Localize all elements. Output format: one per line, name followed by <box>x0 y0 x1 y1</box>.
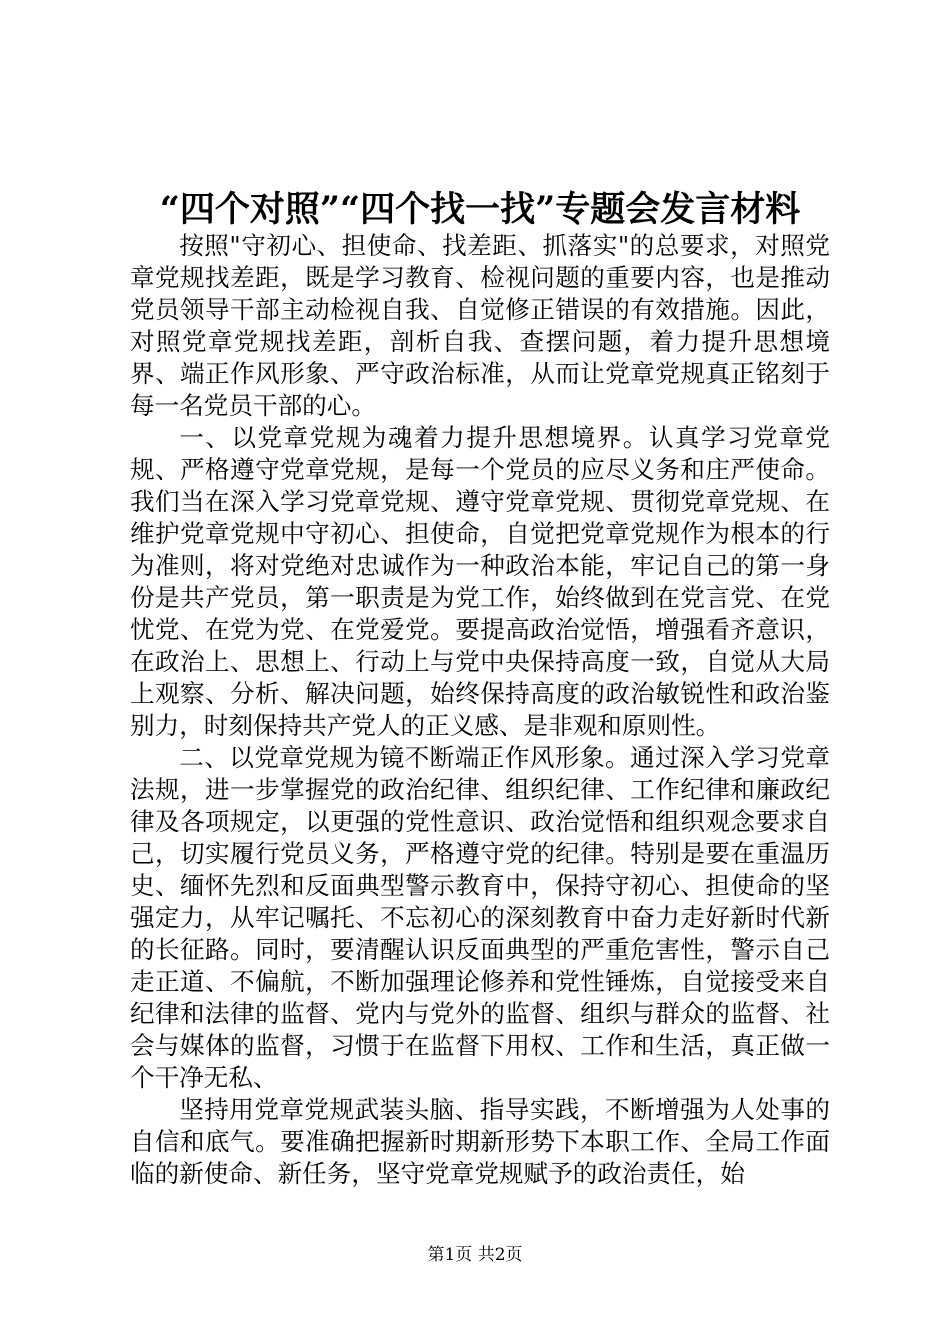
document-title: “四个对照”“四个找一找”专题会发言材料 <box>159 189 801 230</box>
paragraph-intro: 按照"守初心、担使命、找差距、抓落实"的总要求，对照党章党规找差距，既是学习教育、检视问题的重要内容，也是推动党员领导干部主动检视自我、自觉修正错误的有效措施。因此，对照党章党规找差距，剖析自我、查摆问题，着力提升思想境界、端正作风形象、严守政治标准，从而让党章党规真正铭刻于每一名党员干部的心。 <box>130 231 830 420</box>
document-body <box>130 230 830 1190</box>
page-number-footer: 第1页 共2页 <box>427 1245 523 1265</box>
paragraph-section-two: 二、以党章党规为镜不断端正作风形象。通过深入学习党章法规，进一步掌握党的政治纪律、组织纪律、工作纪律和廉政纪律及各项规定，以更强的党性意识、政治觉悟和组织观念要求自己，切实履行党员义务，严格遵守党的纪律。特别是要在重温历史、缅怀先烈和反面典型警示教育中，保持守初心、担使命的坚强定力，从牢记嘱托、不忘初心的深刻教育中奋力走好新时代新的长征路。同时，要清醒认识反面典型的严重危害性，警示自己走正道、不偏航，不断加强理论修养和党性锤炼，自觉接受来自纪律和法律的监督、党内与党外的监督、组织与群众的监督、社会与媒体的监督，习惯于在监督下用权、工作和生活，真正做一个干净无私、 <box>130 743 830 1092</box>
paragraph-section-one: 一、以党章党规为魂着力提升思想境界。认真学习党章党规、严格遵守党章党规，是每一个党员的应尽义务和庄严使命。我们当在深入学习党章党规、遵守党章党规、贯彻党章党规、在维护党章党规中守初心、担使命，自觉把党章党规作为根本的行为准则，将对党绝对忠诚作为一种政治本能，牢记自己的第一身份是共产党员，第一职责是为党工作，始终做到在党言党、在党忧党、在党为党、在党爱党。要提高政治觉悟，增强看齐意识，在政治上、思想上、行动上与党中央保持高度一致，自觉从大局上观察、分析、解决问题，始终保持高度的政治敏锐性和政治鉴别力，时刻保持共产党人的正义感、是非观和原则性。 <box>130 423 830 740</box>
paragraph-continuation: 坚持用党章党规武装头脑、指导实践，不断增强为人处事的自信和底气。要准确把握新时期新形势下本职工作、全局工作面临的新使命、新任务，坚守党章党规赋予的政治责任，始 <box>130 1095 830 1188</box>
